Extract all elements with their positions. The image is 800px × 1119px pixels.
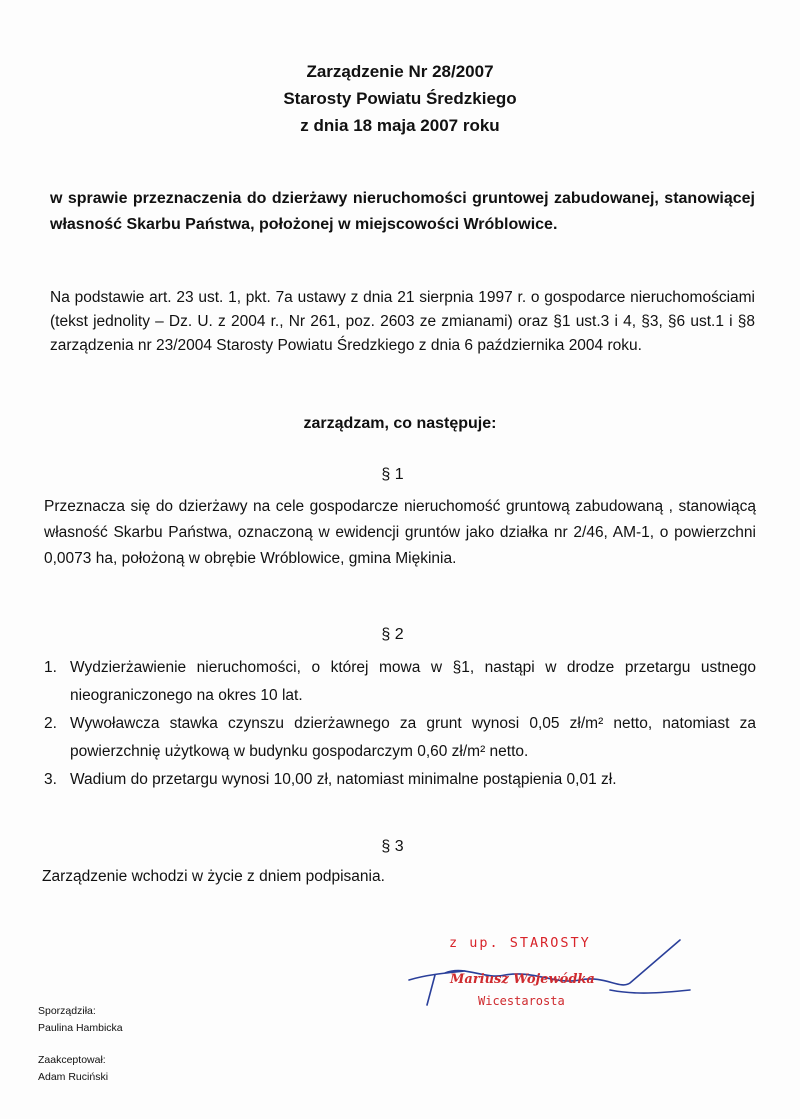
stamp-authorization: z up. STAROSTY (449, 935, 591, 951)
prepared-by-name: Paulina Hambicka (38, 1022, 123, 1034)
list-item-number: 1. (44, 659, 57, 676)
list-item-text: Wydzierżawienie nieruchomości, o której mowa w §1, nastąpi w drodze przetargu ustnego nieograniczonego na okres 10 lat. (70, 659, 756, 704)
decree-subject: w sprawie przeznaczenia do dzierżawy nieruchomości gruntowej zabudowanej, stanowiącej własność Skarbu Państwa, położonej w miejscowości Wróblowice. (50, 190, 755, 233)
section-1-mark: § 1 (381, 466, 404, 483)
issuer: Starosty Powiatu Średzkiego (283, 89, 517, 108)
section-2-list (44, 654, 756, 794)
decree-number: Zarządzenie Nr 28/2007 (306, 62, 494, 81)
accepted-by-label: Zaakceptował: (38, 1054, 106, 1066)
list-item-number: 2. (44, 715, 57, 732)
section-1-text: Przeznacza się do dzierżawy na cele gospodarcze nieruchomość gruntową zabudowaną , stanowiącą własność Skarbu Państwa, oznaczoną w ewidencji gruntów jako działka nr 2/46, AM-1, o powierzchni 0,0073 ha, położoną w obrębie Wróblowice, gmina Miękinia. (44, 498, 756, 567)
accepted-by-name: Adam Ruciński (38, 1071, 109, 1083)
list-item (44, 654, 756, 710)
decree-heading: zarządzam, co następuje: (303, 415, 497, 432)
list-item-text: Wywoławcza stawka czynszu dzierżawnego za grunt wynosi 0,05 zł/m² netto, natomiast za powierzchnię użytkową w budynku gospodarczym 0,60 zł/m² netto. (70, 715, 756, 760)
list-item-number: 3. (44, 771, 57, 788)
stamp-title: Wicestarosta (478, 994, 565, 1008)
legal-basis: Na podstawie art. 23 ust. 1, pkt. 7a ustawy z dnia 21 sierpnia 1997 r. o gospodarce nieruchomościami (tekst jednolity – Dz. U. z 2004 r., Nr 261, poz. 2603 ze zmianami) oraz §1 ust.3 i 4, §3, §6 ust.1 i §8 zarządzenia nr 23/2004 Starosty Powiatu Średzkiego z dnia 6 października 2004 roku. (50, 289, 755, 354)
decree-date: z dnia 18 maja 2007 roku (300, 116, 500, 135)
document-header (0, 58, 800, 139)
section-2-mark: § 2 (381, 626, 404, 643)
section-3-mark: § 3 (381, 838, 404, 855)
section-3-text: Zarządzenie wchodzi w życie z dniem podpisania. (42, 868, 385, 885)
list-item (44, 710, 756, 766)
prepared-by (38, 1003, 123, 1037)
stamp-name: Mariusz Wojewódka (450, 972, 595, 987)
accepted-by (38, 1052, 108, 1086)
prepared-by-label: Sporządziła: (38, 1005, 96, 1017)
list-item-text: Wadium do przetargu wynosi 10,00 zł, natomiast minimalne postąpienia 0,01 zł. (70, 771, 617, 788)
list-item (44, 766, 756, 794)
